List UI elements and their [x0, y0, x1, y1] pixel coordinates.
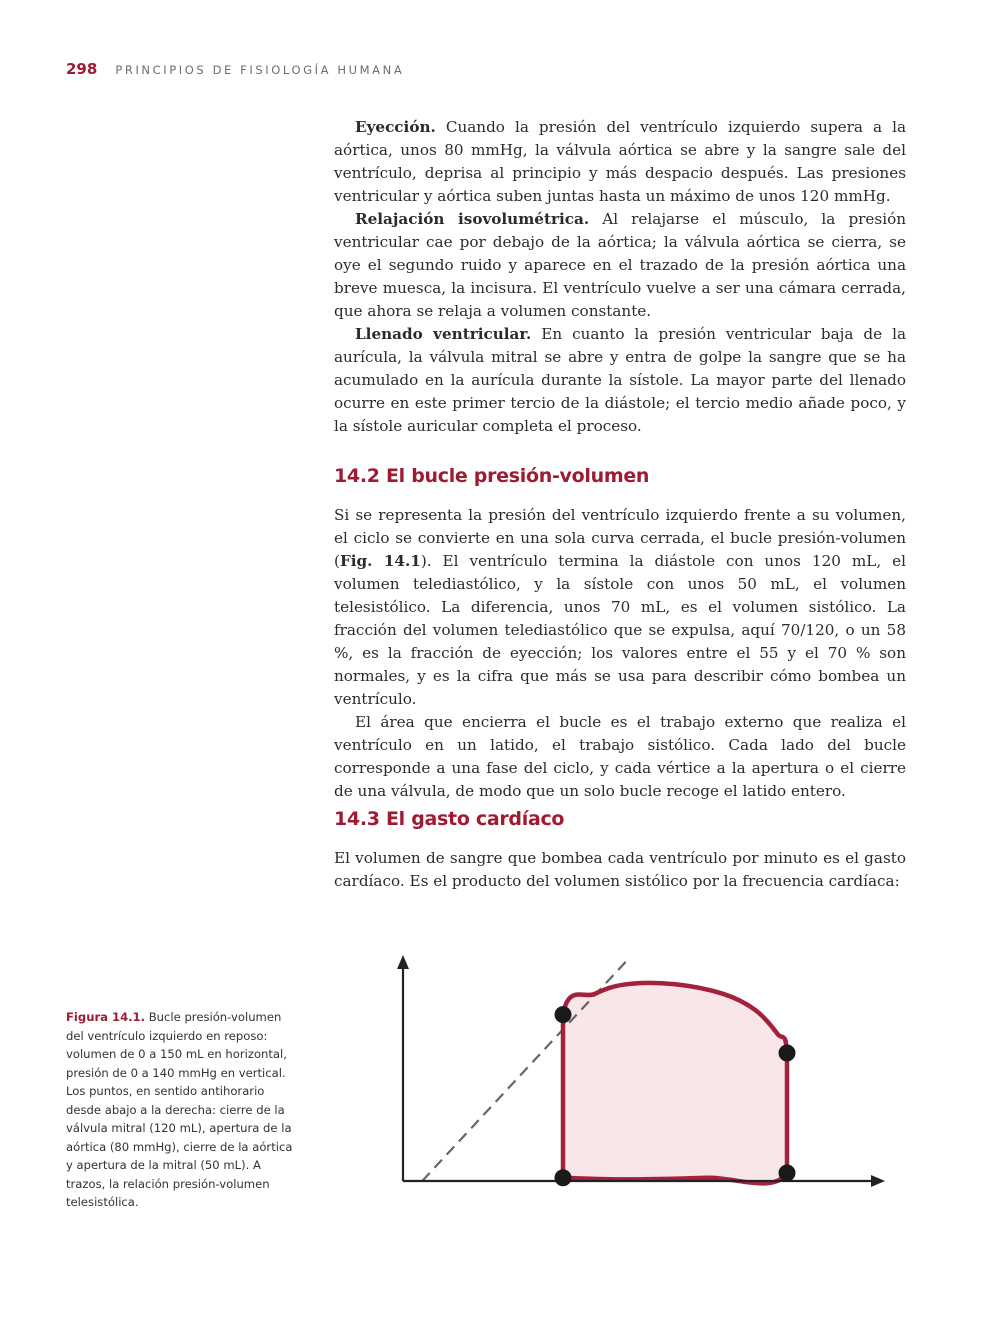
section-heading-14-2: 14.2 El bucle presión-volumen: [334, 465, 650, 487]
page-number: 298: [66, 60, 98, 78]
figure-reference[interactable]: Fig. 14.1: [339, 552, 421, 570]
pv-loop-area: [563, 983, 787, 1183]
pv-vertex-point-3: [555, 1006, 572, 1023]
pv-vertex-point-1: [779, 1165, 796, 1182]
pressure-volume-loop-chart: [380, 915, 900, 1200]
run-in-heading: Llenado ventricular.: [355, 325, 532, 343]
paragraph-eyeccion: [334, 116, 906, 208]
paragraph-bucle: [334, 504, 906, 711]
x-axis-arrowhead: [871, 1175, 885, 1187]
pv-vertex-point-4: [555, 1169, 572, 1186]
paragraph-text: Al relajarse el músculo, la presión ventricular cae por debajo de la aórtica; la válvula aórtica se cierra, se oye el segundo ruido y aparece en el trazado de la presión aórtica una breve muesca, la incisura. El ventrículo vuelve a ser una cámara cerrada, que ahora se relaja a volumen constante.: [334, 210, 906, 320]
section-14-2-body: [334, 504, 906, 803]
paragraph-relajacion: [334, 208, 906, 323]
paragraph-gasto: El volumen de sangre que bombea cada ventrículo por minuto es el gasto cardíaco. Es el producto del volumen sistólico por la frecuencia cardíaca:: [334, 849, 906, 890]
paragraph-text: En cuanto la presión ventricular baja de la aurícula, la válvula mitral se abre y entra de golpe la sangre que se ha acumulado en la aurícula durante la sístole. La mayor parte del llenado ocurre en este primer tercio de la diástole; el tercio medio añade poco, y la sístole auricular completa el proceso.: [334, 325, 907, 435]
section-14-3-body: [334, 847, 906, 893]
section-heading-14-3: 14.3 El gasto cardíaco: [334, 808, 565, 830]
y-axis-arrowhead: [397, 955, 409, 969]
paragraph-area: El área que encierra el bucle es el trabajo externo que realiza el ventrículo en un latido, el trabajo sistólico. Cada lado del bucle corresponde a una fase del ciclo, y cada vértice a la apertura o el cierre de una válvula, de modo que un solo bucle recoge el latido entero.: [334, 713, 906, 800]
paragraph-llenado: [334, 323, 906, 438]
figure-caption-text: Bucle presión-volumen del ventrículo izquierdo en reposo: volumen de 0 a 150 mL en horizontal, presión de 0 a 140 mmHg en vertical. Los puntos, en sentido antihorario desde abajo a la derecha: cierre de la válvula mitral (120 mL), apertura de la aórtica (80 mmHg), cierre de la aórtica y apertura de la mitral (50 mL). A trazos, la relación presión-volumen telesistólica.: [66, 1010, 293, 1209]
figure-caption: [66, 1008, 302, 1212]
paragraph-text: ). El ventrículo termina la diástole con unos 120 mL, el volumen telediastólico, y la sístole con unos 50 mL, el volumen telesistólico. La diferencia, unos 70 mL, es el volumen sistólico. La fracción del volumen telediastólico que se expulsa, aquí 70/120, o un 58 %, es la fracción de eyección; los valores entre el 55 y el 70 % son normales, y es la cifra que más se usa para describir cómo bombea un ventrículo.: [334, 552, 906, 708]
pv-vertex-point-2: [779, 1045, 796, 1062]
running-header: [66, 60, 404, 82]
figure-caption-label: Figura 14.1.: [66, 1010, 146, 1024]
paragraph-text: Si se representa la presión del ventrículo izquierdo frente a su volumen, el ciclo se convierte en una sola curva cerrada, el bucle presión-volumen (: [334, 506, 906, 570]
run-in-heading: Relajación isovolumétrica.: [355, 210, 590, 228]
intro-paragraphs: [334, 116, 906, 438]
paragraph-text: Cuando la presión del ventrículo izquierdo supera a la aórtica, unos 80 mmHg, la válvula aórtica se abre y la sangre sale del ventrículo, deprisa al principio y más despacio después. Las presiones ventricular y aórtica suben juntas hasta un máximo de unos 120 mmHg.: [334, 118, 906, 205]
running-title: PRINCIPIOS DE FISIOLOGÍA HUMANA: [115, 63, 405, 77]
run-in-heading: Eyección.: [355, 118, 436, 136]
